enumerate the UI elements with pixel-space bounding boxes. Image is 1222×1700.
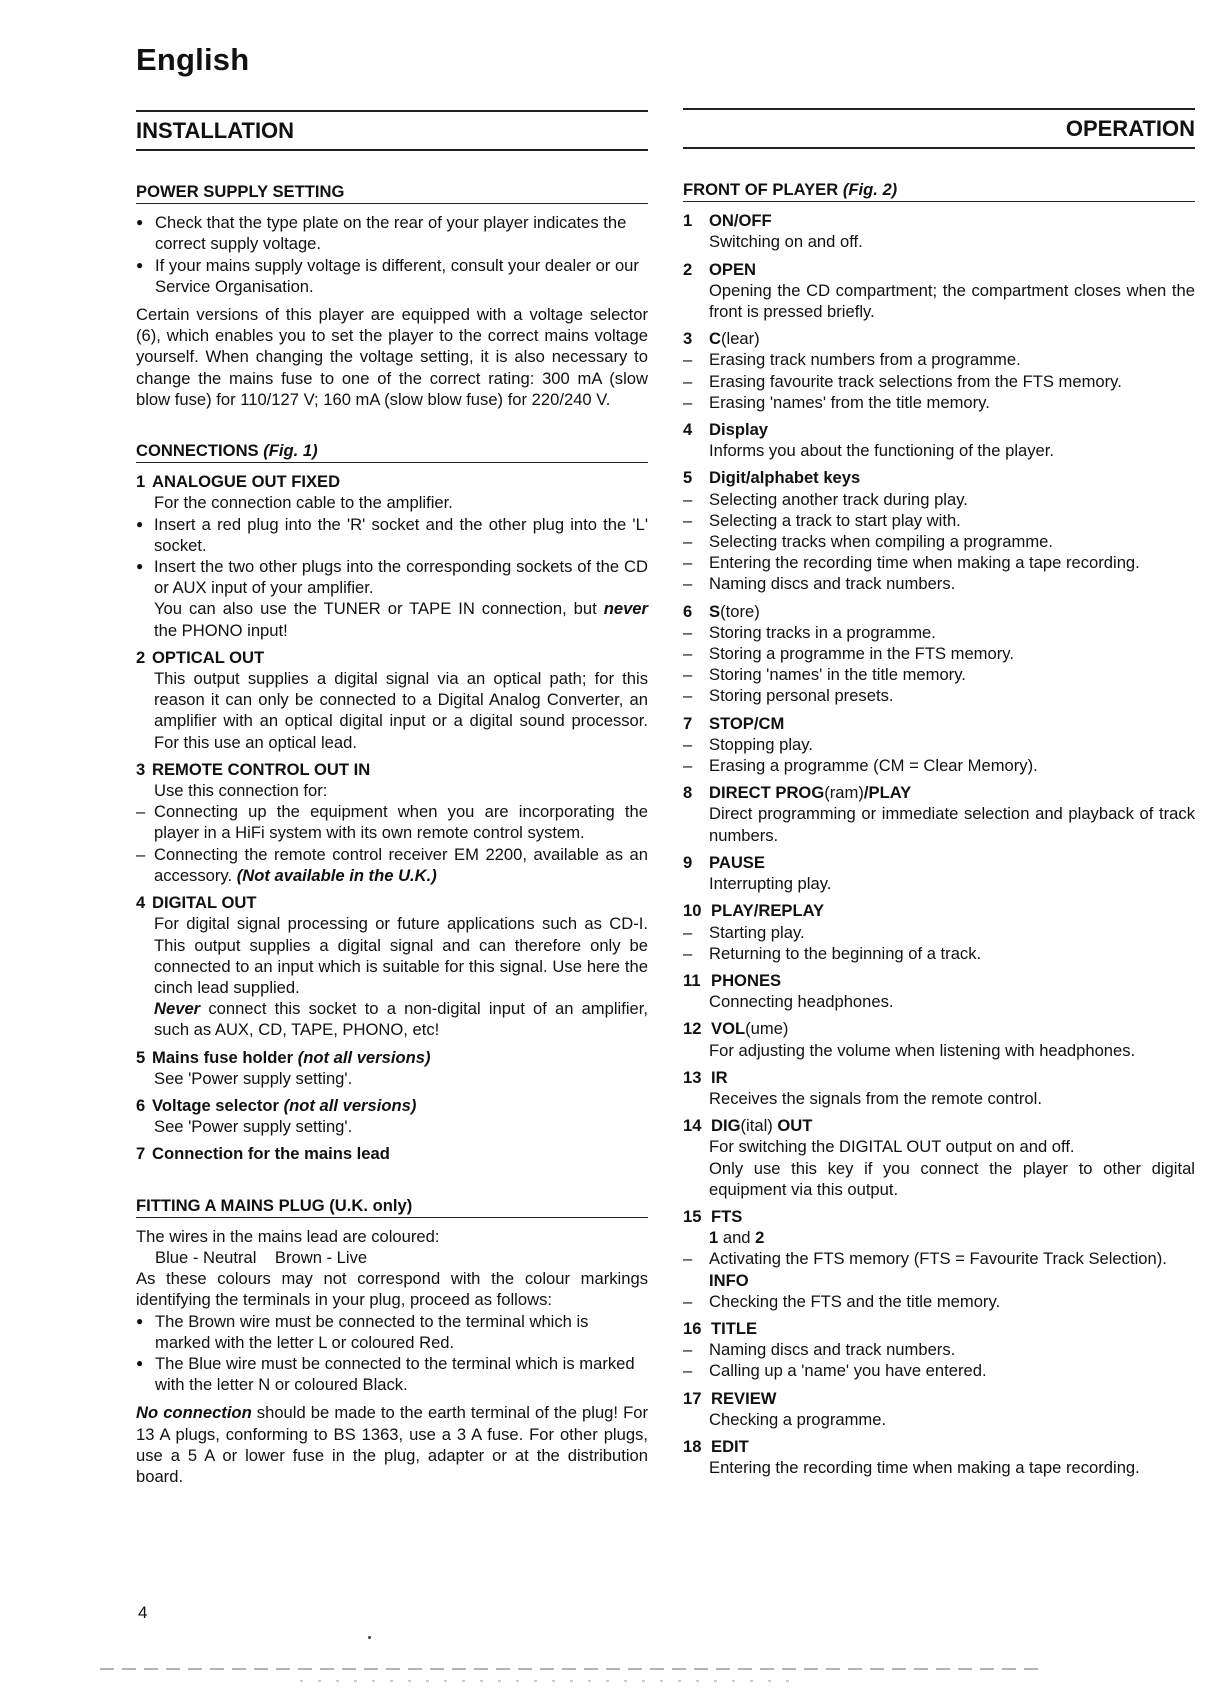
page-number: 4 <box>138 1603 148 1622</box>
operation-item-8: 8 DIRECT PROG (ram) /PLAY Direct programming or immediate selection and playback of track numbers. <box>683 783 1195 845</box>
connection-item-7: 7 Connection for the mains lead <box>136 1144 390 1164</box>
wires-intro: The wires in the mains lead are coloured: <box>136 1226 440 1246</box>
front-of-player-heading: FRONT OF PLAYER (Fig. 2) <box>683 179 1195 202</box>
list-item: – Storing 'names' in the title memory. <box>683 665 966 685</box>
operation-header: OPERATION <box>683 108 1195 149</box>
operation-item-1: 1 ON/OFF Switching on and off. <box>683 211 863 252</box>
list-item: – Erasing track numbers from a programme. <box>683 350 1021 370</box>
list-item: – Storing personal presets. <box>683 686 894 706</box>
connection-item-2: 2 OPTICAL OUT This output supplies a digital signal via an optical path; for this reason it can only be connected to a Digital Analog Converter, an amplifier with an optical digital input or a digital sound processor. For this use an optical lead. <box>136 647 648 752</box>
mains-plug-heading: FITTING A MAINS PLUG (U.K. only) <box>136 1195 648 1218</box>
list-item: – Erasing 'names' from the title memory. <box>683 392 990 412</box>
operation-item-3: 3 C (lear) – Erasing track numbers from a programme. – Erasing favourite track selections from the FTS memory. – Erasing 'names' from the title memory. <box>683 328 1195 413</box>
operation-item-12: 12 VOL (ume) For adjusting the volume when listening with headphones. <box>683 1019 1136 1060</box>
connection-item-3: 3 REMOTE CONTROL OUT IN Use this connection for: – Connecting up the equipment when you are incorporating the player in a HiFi system with its own remote control system. – Connecting the remote control receiver EM 2200, available as an accessory. (Not available in the U.K.) <box>136 759 648 885</box>
list-item: – Storing a programme in the FTS memory. <box>683 644 1014 664</box>
operation-item-15: 15 FTS 1 and 2 – Activating the FTS memory (FTS = Favourite Track Selection). INFO – Checking the FTS and the title memory. <box>683 1206 1167 1311</box>
list-item: ● The Blue wire must be connected to the terminal which is marked with the letter N or coloured Black. <box>136 1353 648 1395</box>
plug-bullets <box>136 1311 648 1396</box>
connection-item-4: 4 DIGITAL OUT For digital signal processing or future applications such as CD-I. This output supplies a digital signal and can therefore only be connected to an input which is suitable for this signal. Use here the cinch lead supplied. Never connect this socket to a non-digital input of an amplifier, such as AUX, CD, TAPE, PHONO, etc! <box>136 893 648 1040</box>
list-item: – Returning to the beginning of a track. <box>683 943 982 963</box>
list-item: – Storing tracks in a programme. <box>683 622 936 642</box>
operation-item-17: 17 REVIEW Checking a programme. <box>683 1388 887 1429</box>
list-item: – Erasing favourite track selections from the FTS memory. <box>683 371 1122 391</box>
operation-item-6: 6 S (tore) – Storing tracks in a programme. – Storing a programme in the FTS memory. – Storing 'names' in the title memory. – Storing personal presets. <box>683 601 1195 707</box>
list-item: – Selecting a track to start play with. <box>683 510 961 530</box>
operation-item-7: 7 STOP/CM – Stopping play. – Erasing a programme (CM = Clear Memory). <box>683 713 1195 777</box>
scan-artifact <box>368 1636 371 1639</box>
operation-item-2: 2 OPEN Opening the CD compartment; the compartment closes when the front is pressed briefly. <box>683 259 1195 322</box>
connection-item-1: 1 ANALOGUE OUT FIXED For the connection cable to the amplifier. ● Insert a red plug into the 'R' socket and the other plug into the 'L' socket. ● Insert the two other plugs into the corresponding sockets of the CD or AUX input of your amplifier. You can also use the TUNER or TAPE IN connection, but never the PHONO input! <box>136 471 648 641</box>
scan-artifact <box>100 1668 1040 1670</box>
power-supply-heading: POWER SUPPLY SETTING <box>136 181 648 204</box>
operation-column <box>683 108 1195 1484</box>
list-item: – Naming discs and track numbers. <box>683 574 956 594</box>
voltage-paragraph: Certain versions of this player are equipped with a voltage selector (6), which enables you to set the player to the correct mains voltage yourself. When changing the voltage setting, it is also necessary to change the mains fuse to one of the correct rating: 300 mA (slow blow fuse) for 110/127 V; 160 mA (slow blow fuse) for 220/240 V. <box>136 305 648 409</box>
list-item: – Erasing a programme (CM = Clear Memory). <box>683 756 1038 776</box>
list-item: – Starting play. <box>683 922 805 942</box>
earth-warning: No connection should be made to the earth terminal of the plug! For 13 A plugs, conforming to BS 1363, use a 3 A fuse. For other plugs, use a 5 A or lower fuse in the plug, adapter or at the distribution board. <box>136 1403 648 1486</box>
operation-item-11: 11 PHONES Connecting headphones. <box>683 970 894 1012</box>
operation-item-14: 14 DIG (ital) OUT For switching the DIGITAL OUT output on and off. Only use this key if you connect the player to other digital equipment via this output. <box>683 1116 1195 1199</box>
installation-column <box>136 110 648 1494</box>
wire-colours: Blue - Neutral Brown - Live <box>155 1247 368 1267</box>
connections-heading: CONNECTIONS (Fig. 1) <box>136 440 648 463</box>
connection-item-5: 5 Mains fuse holder (not all versions) See 'Power supply setting'. <box>136 1047 431 1088</box>
operation-item-10: 10 PLAY/REPLAY – Starting play. – Returning to the beginning of a track. <box>683 900 1195 964</box>
operation-item-16: 16 TITLE – Naming discs and track numbers. – Calling up a 'name' you have entered. <box>683 1318 1195 1382</box>
operation-item-13: 13 IR Receives the signals from the remote control. <box>683 1067 1042 1108</box>
list-item: ● Check that the type plate on the rear of your player indicates the correct supply voltage. <box>136 212 648 254</box>
list-item: ● If your mains supply voltage is different, consult your dealer or our Service Organisation. <box>136 255 648 297</box>
installation-header: INSTALLATION <box>136 110 648 151</box>
operation-item-18: 18 EDIT Entering the recording time when making a tape recording. <box>683 1436 1140 1478</box>
operation-item-9: 9 PAUSE Interrupting play. <box>683 852 832 894</box>
plug-paragraph: As these colours may not correspond with the colour markings identifying the terminals in your plug, proceed as follows: <box>136 1269 648 1310</box>
operation-item-4: 4 Display Informs you about the functioning of the player. <box>683 420 1055 461</box>
operation-item-5: 5 Digit/alphabet keys – Selecting another track during play. – Selecting a track to start play with. – Selecting tracks when compiling a programme. – Entering the recording time when making a tape recording. – Naming discs and track numbers. <box>683 467 1195 594</box>
power-bullets <box>136 212 648 297</box>
scan-artifact <box>300 1680 800 1682</box>
list-item: ● The Brown wire must be connected to the terminal which is marked with the letter L or coloured Red. <box>136 1311 648 1353</box>
language-title: English <box>136 42 250 77</box>
list-item: – Stopping play. <box>683 734 813 754</box>
list-item: – Naming discs and track numbers. <box>683 1340 956 1360</box>
list-item: – Entering the recording time when making a tape recording. <box>683 553 1140 573</box>
list-item: – Selecting tracks when compiling a programme. <box>683 532 1054 552</box>
list-item: – Selecting another track during play. <box>683 489 968 509</box>
list-item: – Calling up a 'name' you have entered. <box>683 1361 987 1381</box>
connection-item-6: 6 Voltage selector (not all versions) See 'Power supply setting'. <box>136 1095 417 1137</box>
operation-list <box>683 210 1195 1478</box>
